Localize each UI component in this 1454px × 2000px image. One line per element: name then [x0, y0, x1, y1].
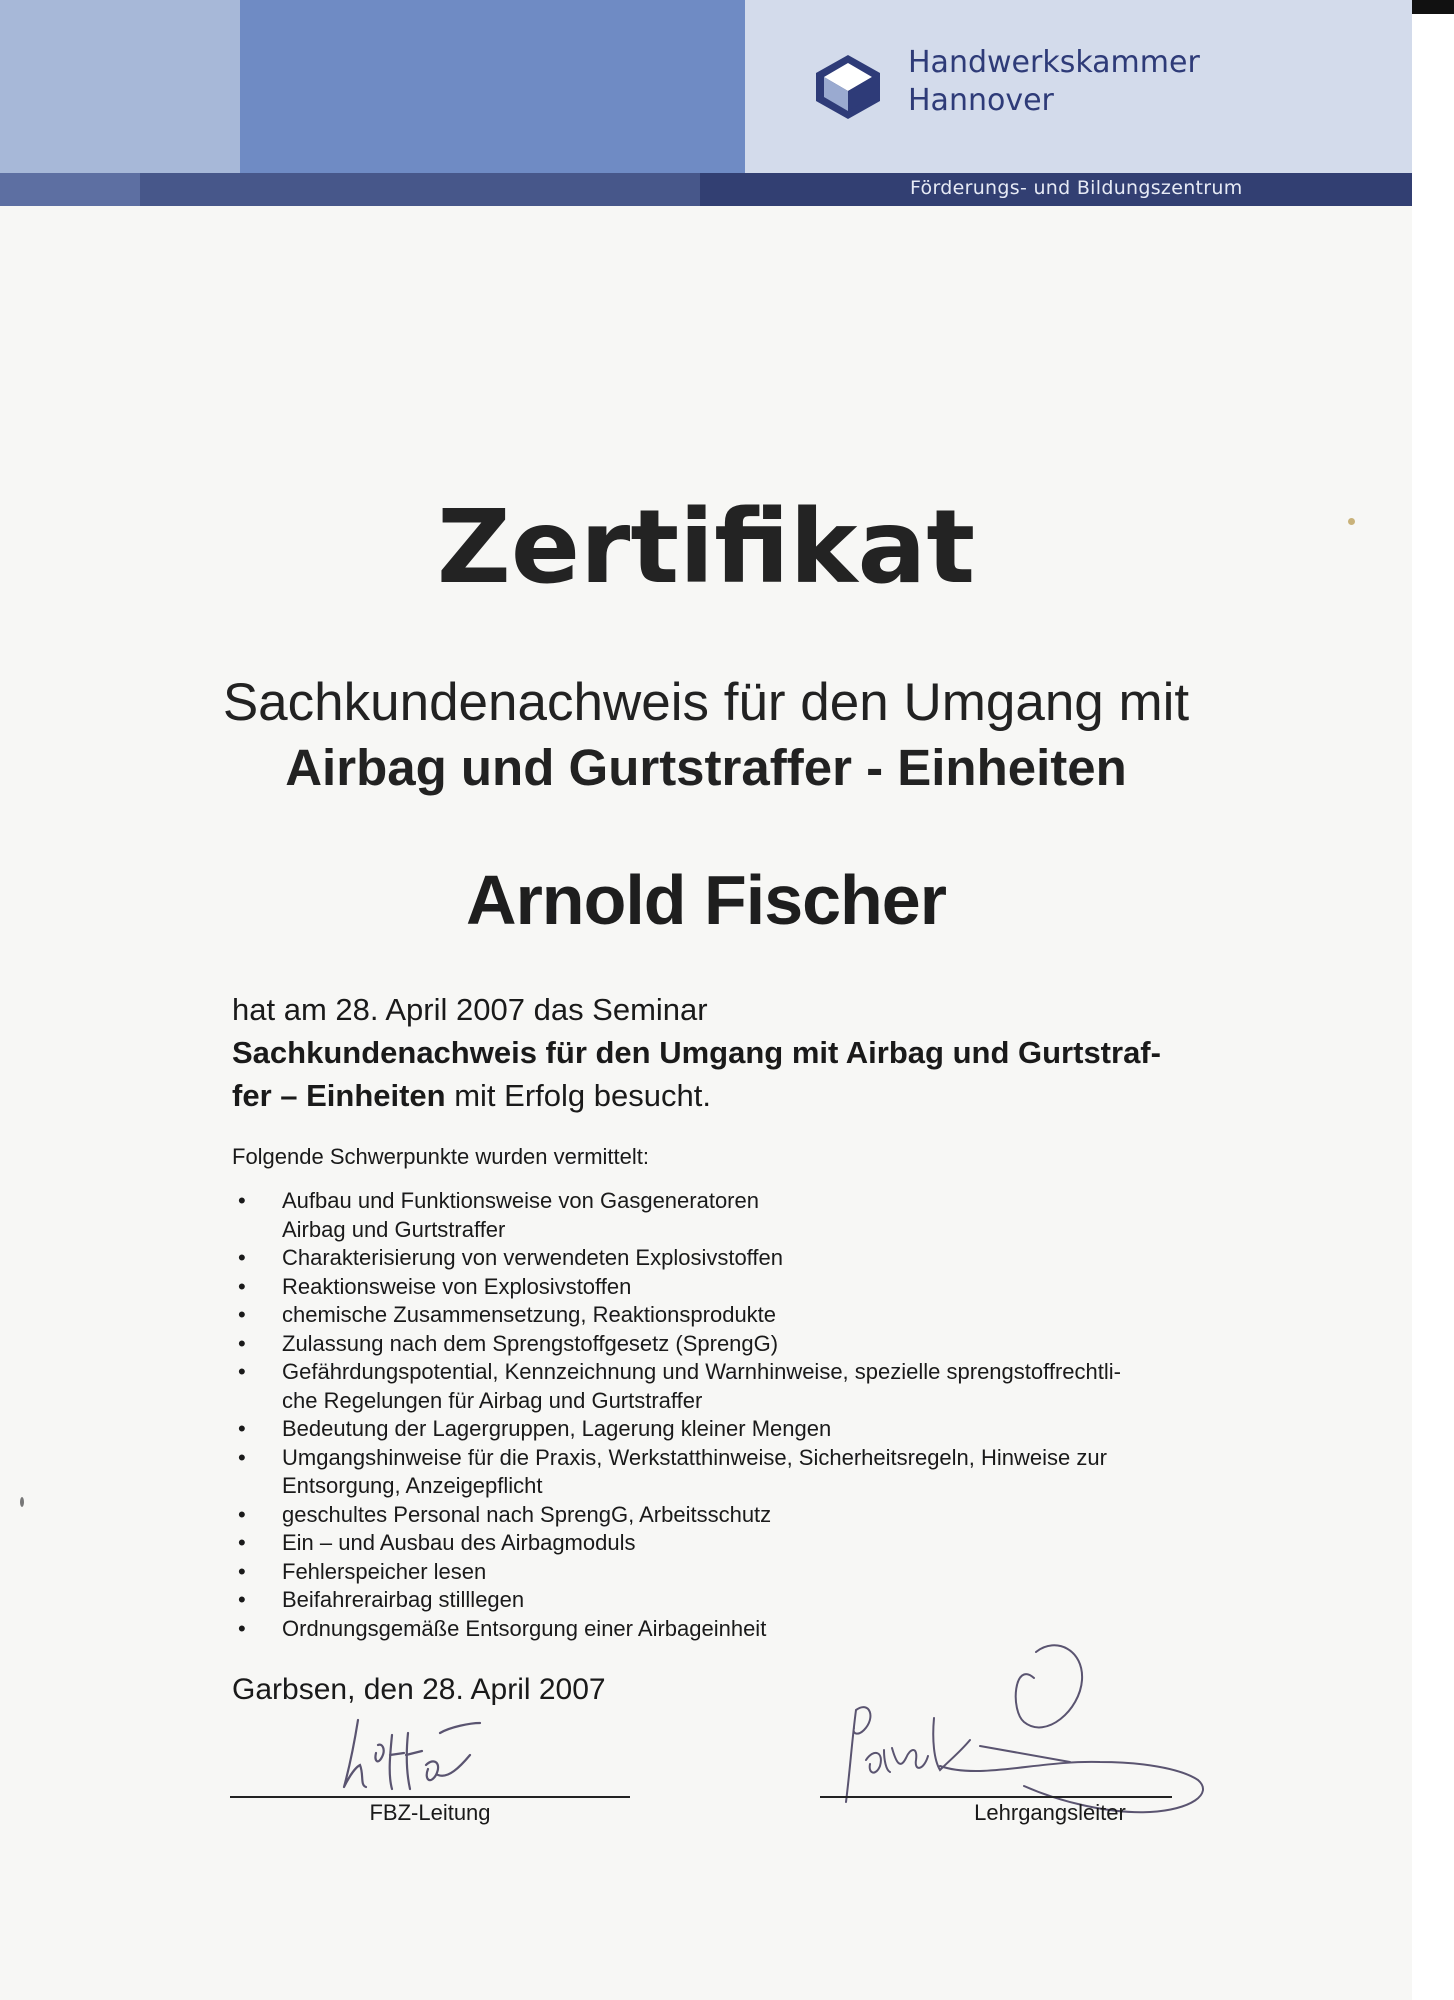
list-item: • chemische Zusammensetzung, Reaktionsprodukte [232, 1301, 1232, 1330]
seminar-name-part2: fer – Einheiten [232, 1078, 446, 1113]
subtitle-line1: Sachkundenachweis für den Umgang mit [222, 673, 1190, 732]
list-item: • Reaktionsweise von Explosivstoffen [232, 1273, 1232, 1302]
organization-name [908, 44, 1200, 120]
list-item: • Fehlerspeicher lesen [232, 1558, 1232, 1587]
list-item: • Zulassung nach dem Sprengstoffgesetz (SprengG) [232, 1330, 1232, 1359]
intro-text: hat am 28. April 2007 das Seminar [232, 992, 708, 1027]
topics-list [232, 1187, 1232, 1643]
scan-edge [1412, 0, 1454, 2000]
place-date: Garbsen, den 28. April 2007 [232, 1673, 606, 1706]
header-left-panel [0, 0, 240, 173]
list-item: • Umgangshinweise für die Praxis, Werkstatthinweise, Sicherheitsregeln, Hinweise zur Entsorgung, Anzeigepflicht [232, 1444, 1232, 1501]
list-item: • Ein – und Ausbau des Airbagmoduls [232, 1529, 1232, 1558]
list-item: • Ordnungsgemäße Entsorgung einer Airbageinheit [232, 1615, 1232, 1644]
header-strip-left [0, 173, 140, 206]
list-item: • Bedeutung der Lagergruppen, Lagerung kleiner Mengen [232, 1415, 1232, 1444]
topics-intro: Folgende Schwerpunkte wurden vermittelt: [232, 1144, 649, 1169]
seminar-name-part1: Sachkundenachweis für den Umgang mit Airbag und Gurtstraf- [232, 1035, 1161, 1070]
list-item: • Beifahrerairbag stilllegen [232, 1586, 1232, 1615]
certificate-title: Zertifikat [436, 488, 976, 607]
intro-suffix: mit Erfolg besucht. [445, 1078, 711, 1113]
list-item: • geschultes Personal nach SprengG, Arbeitsschutz [232, 1501, 1232, 1530]
chamber-logo-icon [814, 53, 882, 121]
subtitle-line2: Airbag und Gurtstraffer - Einheiten [285, 739, 1127, 796]
organization-line2: Hannover [908, 83, 1054, 118]
recipient-name: Arnold Fischer [466, 861, 946, 939]
signature-caption-right: Lehrgangsleiter [974, 1800, 1126, 1825]
list-item: • Charakterisierung von verwendeten Explosivstoffen [232, 1244, 1232, 1273]
intro-paragraph [232, 988, 1252, 1117]
organization-line1: Handwerkskammer [908, 45, 1200, 80]
header-blue-panel [240, 0, 745, 173]
header-strip-mid [140, 173, 700, 206]
signature-line-left [230, 1796, 630, 1798]
scan-speck [1348, 518, 1355, 525]
list-item: • Aufbau und Funktionsweise von Gasgeneratoren Airbag und Gurtstraffer [232, 1187, 1232, 1244]
list-item: • Gefährdungspotential, Kennzeichnung und Warnhinweise, spezielle sprengstoffrechtli- che Regelungen für Airbag und Gurtstraffer [232, 1358, 1232, 1415]
organization-subunit: Förderungs- und Bildungszentrum [910, 177, 1243, 199]
scan-speck [20, 1497, 24, 1507]
signature-left [330, 1705, 490, 1795]
signature-caption-left: FBZ-Leitung [369, 1800, 491, 1825]
scan-edge-corner [1412, 0, 1454, 14]
signature-line-right [820, 1796, 1172, 1798]
